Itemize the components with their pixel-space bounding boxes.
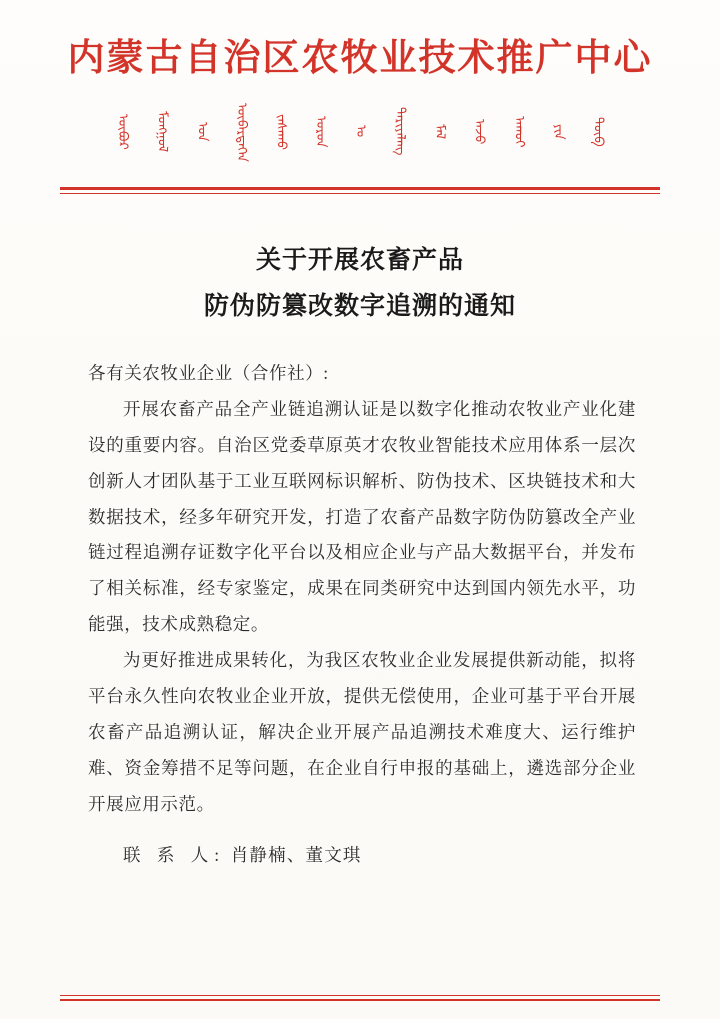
mongolian-word: ᠠᠵᠤ xyxy=(471,118,487,145)
body-paragraph: 为更好推进成果转化，为我区农牧业企业发展提供新动能，拟将平台永久性向农牧业企业开放，提供无偿使用，企业可基于平台开展农畜产品追溯认证，解决企业开展产品追溯技术难度大、运行维护难、资金筹措不足等问题，在企业自行申报的基础上，遴选部分企业开展应用示范。 xyxy=(88,650,636,814)
mongolian-word: ᠵᠠᠰᠠᠬᠤ xyxy=(273,113,289,150)
letterhead xyxy=(60,0,660,194)
mongolian-word: ᠲᠦᠪ xyxy=(590,116,606,147)
mongolian-word: ᠤ xyxy=(352,125,368,138)
body-paragraph: 开展农畜产品全产业链追溯认证是以数字化推动农牧业产业化建设的重要内容。自治区党委草原英才农牧业智能技术应用体系一层次创新人才团队基于工业互联网标识解析、防伪技术、区块链技术和大数据技术，经多年研究开发，打造了农畜产品数字防伪防篡改全产业链过程追溯存证数字化平台以及相应企业与产品大数据平台，并发布了相关标准，经专家鉴定，成果在同类研究中达到国内领先水平，功能强，技术成熟稳定。 xyxy=(88,398,636,635)
footer-rules xyxy=(60,995,660,1001)
document-title-line-1: 关于开展农畜产品 xyxy=(255,246,464,274)
contact-names: 肖静楠、董文琪 xyxy=(230,845,362,866)
organization-title: 内蒙古自治区农牧业技术推广中心 xyxy=(67,38,653,79)
mongolian-script-row xyxy=(60,103,660,165)
footer-rule-thick xyxy=(60,999,660,1001)
footer-rule-thin xyxy=(60,995,660,996)
contact-line xyxy=(88,838,636,874)
contact-label: 联 系 人: xyxy=(123,845,226,866)
letterhead-rule-thick xyxy=(60,187,660,190)
mongolian-word: ᠦᠪᠦᠷ xyxy=(114,113,130,150)
mongolian-word: ᠤᠨ xyxy=(194,121,210,142)
document-body xyxy=(60,356,660,874)
document-title xyxy=(60,238,660,331)
letterhead-rule-thin xyxy=(60,193,660,194)
mongolian-word: ᠠᠬᠤᠢ xyxy=(511,115,527,148)
mongolian-word: ᠣᠷᠣᠨ xyxy=(313,115,329,148)
mongolian-word: ᠮᠣᠩᠭᠤᠯ xyxy=(154,110,170,153)
mongolian-word: ᠶᠢᠨ xyxy=(551,123,567,140)
mongolian-word: ᠮᠠᠯ xyxy=(432,124,448,140)
mongolian-word: ᠲᠠᠷᠢᠶᠠᠯᠠᠩ xyxy=(392,107,408,156)
document-title-line-2: 防伪防篡改数字追溯的通知 xyxy=(203,292,516,320)
salutation: 各有关农牧业企业（合作社）: xyxy=(88,363,329,384)
mongolian-word: ᠥᠪᠡᠷᠲᠡᠭᠡᠨ xyxy=(233,102,249,162)
